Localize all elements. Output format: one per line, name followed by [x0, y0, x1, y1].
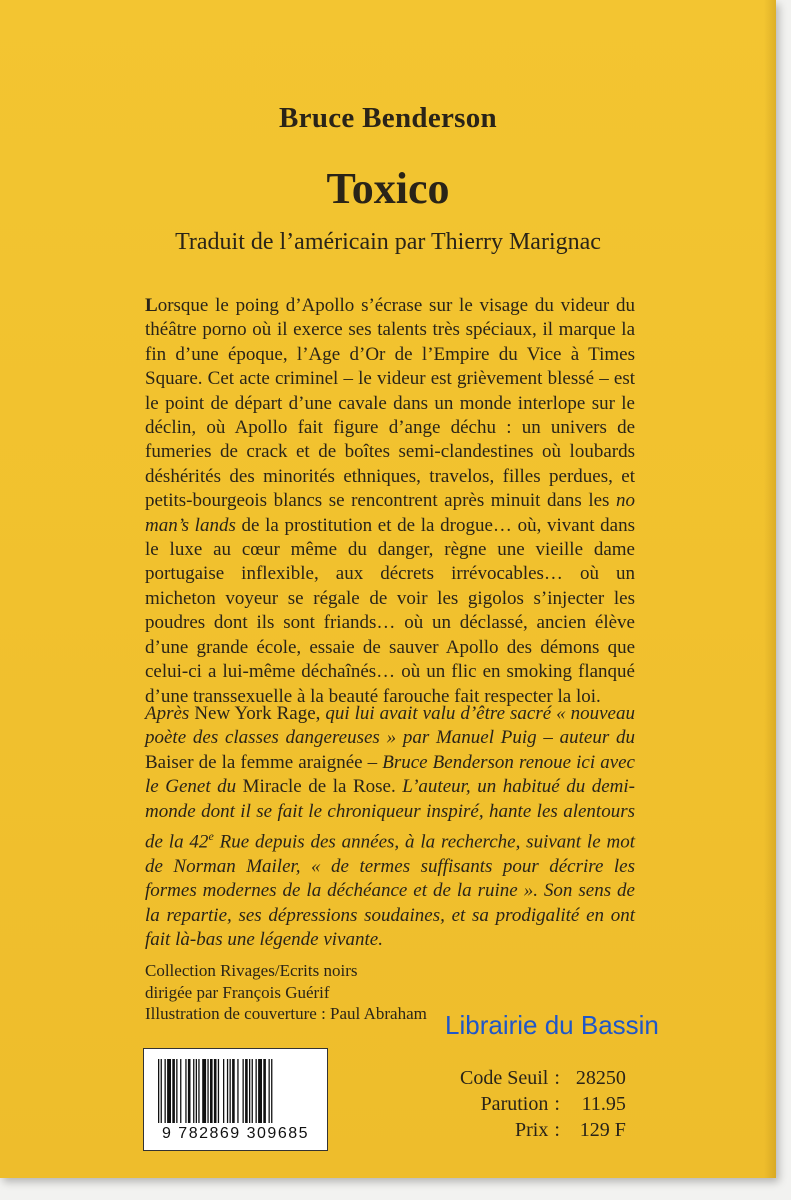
info-row-parution [460, 1091, 626, 1117]
barcode-bars [158, 1059, 316, 1123]
bio-text-c: qui lui avait valu d’être sacré « nouveau poète des classes dangereuses » par Manuel Puig – auteur du [145, 703, 635, 749]
barcode-bar [271, 1059, 272, 1123]
info-separator: : [554, 1093, 560, 1115]
bookseller-watermark: Librairie du Bassin [445, 1010, 659, 1040]
synopsis-italic-phrase: no man’s lands [145, 490, 636, 536]
bio-text-h: Rue depuis des années, à la recherche, suivant le mot de Norman Mailer, « de termes suffisants pour décrire les formes modernes de la déchéance et de la ruine ». Son sens de la repartie, ses dépressions soudaines, et sa prodigalité en ont fait là-bas une légende vivante. [145, 831, 635, 950]
info-value: 11.95 [581, 1093, 626, 1115]
barcode-bar [158, 1059, 159, 1123]
barcode-bar [207, 1059, 208, 1123]
barcode-bar [245, 1059, 248, 1123]
barcode-bar [256, 1059, 257, 1123]
barcode-bar [167, 1059, 171, 1123]
synopsis-text-2: de la prostitution et de la drogue… où, vivant dans le luxe au cœur même du danger, règne une vieille dame portugaise inflexible, aux décrets irrévocables… où un micheton voyeur se régale de voir les gigolos s’injecter les poudres dont ils sont friands… où un déclassé, ancien élève d’une grande école, essaie de sauver Apollo des démons que celui-ci a lui-même déchaînés… où un flic en smoking flanqué d’une transsexuelle à la beauté farouche fait respecter la loi. [145, 514, 635, 707]
barcode-bar [180, 1059, 181, 1123]
info-label: Parution [480, 1093, 549, 1115]
barcode-bar [269, 1059, 270, 1123]
barcode-bar [202, 1059, 206, 1123]
info-separator: : [554, 1119, 560, 1141]
barcode-bar [230, 1059, 231, 1123]
bio-superscript: e [208, 829, 214, 844]
barcode-bar [249, 1059, 250, 1123]
barcode-bar [218, 1059, 219, 1123]
barcode-bar [243, 1059, 244, 1123]
barcode-bar [210, 1059, 213, 1123]
info-value: 28250 [575, 1067, 626, 1089]
bio-text-g: L’auteur, un habitué du demi-monde dont il se fait le chroniqueur inspiré, hante les alentours de la 42 [145, 776, 636, 853]
price-info [460, 1065, 626, 1143]
barcode-bar [188, 1059, 191, 1123]
barcode-bar [198, 1059, 199, 1123]
barcode-bar [165, 1059, 166, 1123]
collection-credits [145, 960, 427, 1025]
barcode-bar [185, 1059, 186, 1123]
bio-title-miracle: Miracle de la Rose. [242, 776, 396, 798]
info-row-code [460, 1065, 626, 1091]
author-bio-paragraph [145, 702, 635, 952]
synopsis-paragraph [145, 294, 635, 709]
credit-collection: Collection Rivages/Ecrits noirs [145, 961, 358, 980]
barcode-bar [237, 1059, 238, 1123]
credit-director: dirigée par François Guérif [145, 982, 330, 1002]
drop-cap: L [145, 295, 158, 316]
info-label: Prix [515, 1119, 549, 1141]
info-label: Code Seuil [460, 1067, 549, 1089]
synopsis-text-1: orsque le poing d’Apollo s’écrase sur le visage du videur du théâtre porno où il exerce ses talents très spéciaux, il marque la fin d’une époque, l’Age d’Or de l’Empire du Vice à Times Square. Cet acte criminel – le videur est grièvement blessé – est le point de départ d’une cavale dans un monde interlope sur le déclin, où Apollo fait figure d’ange déchu : un univers de fumeries de crack et de boîtes semi-clandestines où loubards déshérités des minorités ethniques, travelos, filles perdues, et petits-bourgeois blancs se rencontrent après minuit dans les [145, 295, 635, 512]
barcode-bar [161, 1059, 162, 1123]
bio-title-baiser: Baiser de la femme araignée [145, 751, 363, 773]
barcode-bar [214, 1059, 217, 1123]
bio-text-e: – Bruce Benderson renoue ici avec le Genet du [145, 751, 635, 798]
barcode-bar [232, 1059, 235, 1123]
barcode-bar [258, 1059, 262, 1123]
bio-text-a: Après [145, 703, 190, 724]
credit-illustration: Illustration de couverture : Paul Abraham [145, 1004, 427, 1023]
book-title: Toxico [326, 164, 450, 213]
isbn-barcode [143, 1048, 328, 1151]
info-row-prix [460, 1117, 626, 1143]
barcode-bar [223, 1059, 224, 1123]
barcode-bar [263, 1059, 266, 1123]
barcode-bar [227, 1059, 228, 1123]
barcode-bar [252, 1059, 253, 1123]
translator-credit: Traduit de l’américain par Thierry Marignac [175, 229, 601, 255]
barcode-digits: 9 782869 309685 [161, 1125, 310, 1142]
info-separator: : [554, 1067, 560, 1089]
barcode-bar [196, 1059, 197, 1123]
info-value: 129 F [579, 1119, 626, 1141]
bio-title-new-york-rage: New York Rage, [194, 703, 321, 724]
author-name: Bruce Benderson [279, 102, 497, 134]
barcode-bar [172, 1059, 175, 1123]
barcode-bar [176, 1059, 177, 1123]
barcode-bar [193, 1059, 194, 1123]
